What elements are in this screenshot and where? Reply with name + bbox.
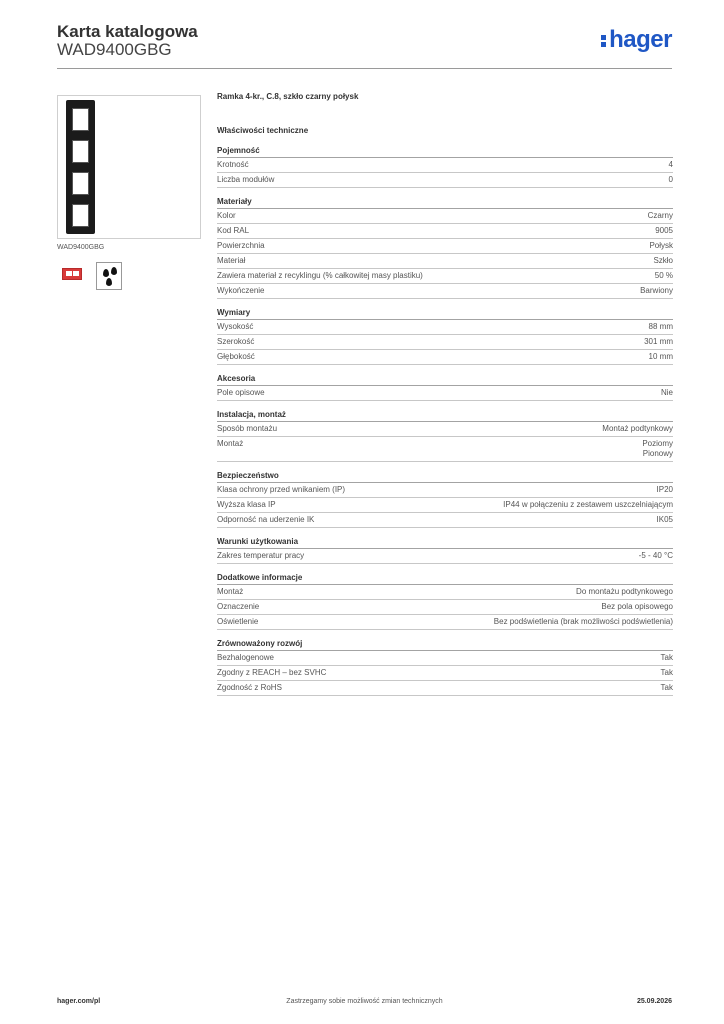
page-header bbox=[57, 20, 672, 68]
spec-value: Bez pola opisowego bbox=[601, 602, 673, 611]
spec-label: Sposób montażu bbox=[217, 424, 278, 433]
spec-value: Tak bbox=[660, 653, 673, 662]
spec-label: Montaż bbox=[217, 587, 244, 596]
section-title: Bezpieczeństwo bbox=[217, 462, 673, 483]
spec-value: 10 mm bbox=[648, 352, 673, 361]
spec-label: Krotność bbox=[217, 160, 249, 169]
spec-label: Montaż bbox=[217, 439, 244, 448]
spec-value: 0 bbox=[668, 175, 673, 184]
spec-value: 4 bbox=[668, 160, 673, 169]
section-title: Zrównoważony rozwój bbox=[217, 630, 673, 651]
spec-row bbox=[217, 437, 673, 462]
spec-label: Wykończenie bbox=[217, 286, 265, 295]
spec-label: Liczba modułów bbox=[217, 175, 275, 184]
spec-label: Oznaczenie bbox=[217, 602, 260, 611]
spec-row bbox=[217, 651, 673, 666]
footer-notice: Zastrzegamy sobie możliwość zmian technicznych bbox=[286, 998, 443, 1005]
document-title: Karta katalogowa bbox=[57, 22, 198, 41]
spec-label: Wysokość bbox=[217, 322, 254, 331]
spec-section bbox=[217, 630, 673, 696]
product-description: Ramka 4-kr., C.8, szkło czarny połysk bbox=[217, 92, 359, 101]
spec-section bbox=[217, 528, 673, 564]
spec-row bbox=[217, 158, 673, 173]
spec-label: Zgodność z RoHS bbox=[217, 683, 282, 692]
specification bbox=[217, 92, 673, 696]
spec-section bbox=[217, 564, 673, 630]
spec-label: Wyższa klasa IP bbox=[217, 500, 276, 509]
spec-value: IP44 w połączeniu z zestawem uszczelniającym bbox=[503, 500, 673, 509]
product-code: WAD9400GBG bbox=[57, 40, 172, 59]
spec-value: Tak bbox=[660, 683, 673, 692]
spec-value: Barwiony bbox=[640, 286, 673, 295]
spec-value: -5 - 40 °C bbox=[638, 551, 673, 560]
image-caption: WAD9400GBG bbox=[57, 244, 105, 251]
spec-row bbox=[217, 335, 673, 350]
spec-value: Czarny bbox=[647, 211, 673, 220]
spec-label: Zawiera materiał z recyklingu (% całkowitej masy plastiku) bbox=[217, 271, 423, 280]
spec-row bbox=[217, 600, 673, 615]
spec-row bbox=[217, 284, 673, 299]
frame-4-gang-icon bbox=[66, 100, 95, 234]
section-title: Dodatkowe informacje bbox=[217, 564, 673, 585]
spec-section bbox=[217, 299, 673, 365]
spec-value: IP20 bbox=[656, 485, 673, 494]
spec-value: Tak bbox=[660, 668, 673, 677]
spec-label: Kod RAL bbox=[217, 226, 250, 235]
spec-value: 50 % bbox=[654, 271, 673, 280]
header-divider bbox=[57, 68, 672, 69]
footer-date: 25.09.2026 bbox=[636, 998, 672, 1005]
spec-value: Montaż podtynkowy bbox=[602, 424, 673, 433]
spec-section bbox=[217, 401, 673, 462]
spec-label: Odporność na uderzenie IK bbox=[217, 515, 315, 524]
water-drops-icon bbox=[96, 262, 122, 290]
spec-value: IK05 bbox=[656, 515, 673, 524]
spec-section bbox=[217, 462, 673, 528]
spec-row bbox=[217, 224, 673, 239]
spec-label: Kolor bbox=[217, 211, 236, 220]
spec-row bbox=[217, 209, 673, 224]
spec-value: 9005 bbox=[655, 226, 673, 235]
spec-label: Szerokość bbox=[217, 337, 255, 346]
spec-label: Pole opisowe bbox=[217, 388, 265, 397]
spec-heading: Właściwości techniczne bbox=[217, 126, 309, 135]
logo-text: hager bbox=[609, 26, 672, 53]
spec-label: Materiał bbox=[217, 256, 246, 265]
spec-row bbox=[217, 320, 673, 335]
spec-label: Powierzchnia bbox=[217, 241, 265, 250]
spec-row bbox=[217, 549, 673, 564]
spec-row bbox=[217, 498, 673, 513]
spec-row bbox=[217, 386, 673, 401]
section-title: Pojemność bbox=[217, 140, 673, 158]
hager-logo bbox=[601, 26, 672, 54]
spec-label: Zakres temperatur pracy bbox=[217, 551, 305, 560]
spec-value: Szkło bbox=[653, 256, 673, 265]
spec-section bbox=[217, 365, 673, 401]
section-title: Instalacja, montaż bbox=[217, 401, 673, 422]
spec-label: Klasa ochrony przed wnikaniem (IP) bbox=[217, 485, 346, 494]
spec-row bbox=[217, 173, 673, 188]
spec-row bbox=[217, 269, 673, 284]
section-title: Wymiary bbox=[217, 299, 673, 320]
spec-section bbox=[217, 188, 673, 299]
logo-dots-icon bbox=[601, 33, 607, 49]
spec-value: Do montażu podtynkowego bbox=[576, 587, 673, 596]
product-image bbox=[57, 95, 201, 239]
spec-label: Bezhalogenowe bbox=[217, 653, 274, 662]
spec-row bbox=[217, 681, 673, 696]
spec-row bbox=[217, 350, 673, 365]
spec-value: Nie bbox=[660, 388, 673, 397]
spec-row bbox=[217, 615, 673, 630]
spec-value: 88 mm bbox=[648, 322, 673, 331]
footer-website: hager.com/pl bbox=[57, 998, 101, 1005]
spec-row bbox=[217, 239, 673, 254]
spec-row bbox=[217, 513, 673, 528]
spec-value: Połysk bbox=[649, 241, 673, 250]
spec-row bbox=[217, 585, 673, 600]
spec-value: Bez podświetlenia (brak możliwości podświetlenia) bbox=[493, 617, 673, 626]
spec-label: Głębokość bbox=[217, 352, 255, 361]
spec-row bbox=[217, 422, 673, 437]
section-title: Akcesoria bbox=[217, 365, 673, 386]
spec-value: 301 mm bbox=[644, 337, 673, 346]
section-title: Materiały bbox=[217, 188, 673, 209]
section-title: Warunki użytkowania bbox=[217, 528, 673, 549]
spec-row bbox=[217, 666, 673, 681]
spec-section bbox=[217, 140, 673, 188]
ip-rating-icon bbox=[62, 268, 82, 280]
spec-row bbox=[217, 483, 673, 498]
spec-label: Oświetlenie bbox=[217, 617, 259, 626]
spec-row bbox=[217, 254, 673, 269]
spec-sections bbox=[217, 140, 673, 696]
spec-label: Zgodny z REACH – bez SVHC bbox=[217, 668, 327, 677]
spec-value: Poziomy Pionowy bbox=[642, 439, 673, 458]
